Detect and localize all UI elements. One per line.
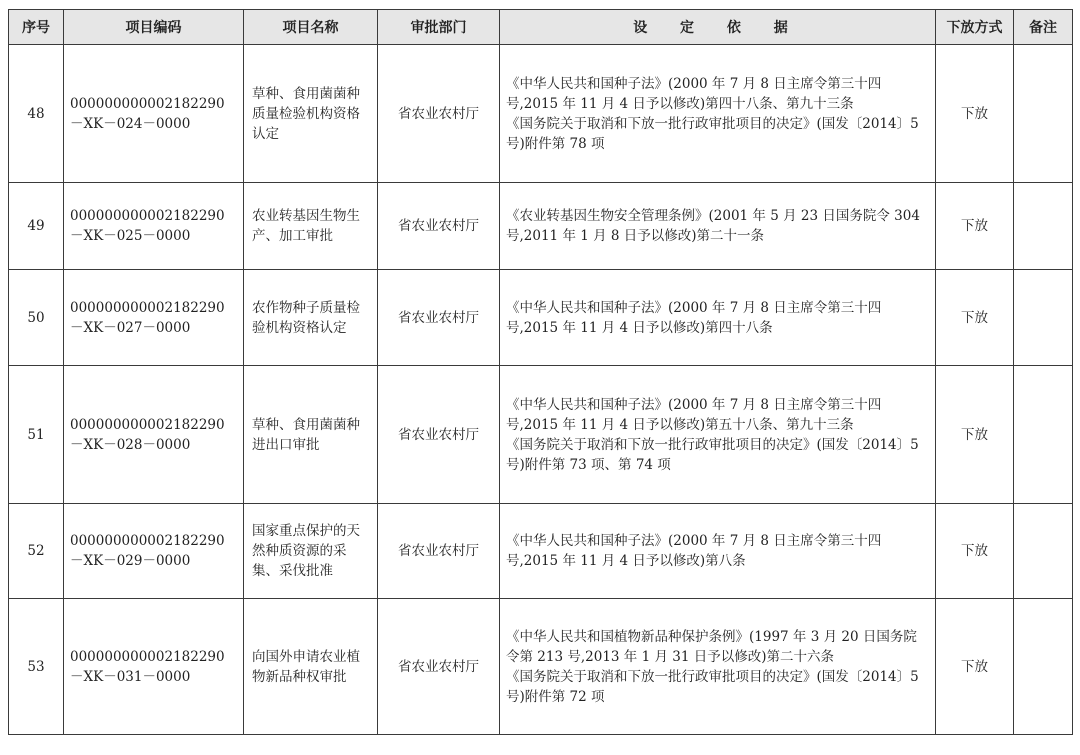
note-cell: [1014, 183, 1073, 270]
table-row: [9, 366, 1073, 504]
code-line: －XK－029－0000: [70, 553, 191, 569]
seq-cell: 53: [9, 599, 64, 735]
table-row: [9, 45, 1073, 183]
name-cell: 向国外申请农业植物新品种权审批: [244, 599, 378, 735]
code-cell: [64, 45, 244, 183]
seq-cell: 49: [9, 183, 64, 270]
basis-cell: [500, 504, 936, 599]
code-line: －XK－024－0000: [70, 115, 191, 132]
dept-cell: 省农业农村厅: [378, 599, 500, 735]
basis-paragraph: 《中华人民共和国植物新品种保护条例》(1997 年 3 月 20 日国务院令第 213 号,2013 年 1 月 31 日予以修改)第二十六条: [506, 628, 917, 665]
table-header-row: [9, 10, 1073, 45]
mode-cell: 下放: [936, 183, 1014, 270]
code-line: 000000000002182290: [70, 208, 225, 224]
code-line: 000000000002182290: [70, 533, 225, 549]
code-cell: [64, 599, 244, 735]
table-row: [9, 270, 1073, 366]
code-line: 000000000002182290: [70, 299, 225, 316]
code-line: 000000000002182290: [70, 648, 225, 665]
approval-items-table: [8, 9, 1073, 735]
basis-cell: [500, 270, 936, 366]
basis-cell: [500, 183, 936, 270]
basis-paragraph: 《国务院关于取消和下放一批行政审批项目的决定》(国发〔2014〕5 号)附件第 73 项、第 74 项: [506, 436, 919, 473]
header-code: 项目编码: [64, 10, 244, 45]
basis-paragraph: 《农业转基因生物安全管理条例》(2001 年 5 月 23 日国务院令 304 号,2011 年 1 月 8 日予以修改)第二十一条: [506, 208, 920, 244]
header-basis: 设 定 依 据: [500, 10, 936, 45]
seq-cell: 48: [9, 45, 64, 183]
table-row: [9, 504, 1073, 599]
code-line: －XK－025－0000: [70, 228, 191, 244]
mode-cell: 下放: [936, 45, 1014, 183]
code-cell: [64, 504, 244, 599]
code-line: 000000000002182290: [70, 416, 225, 433]
table-row: [9, 599, 1073, 735]
header-name: 项目名称: [244, 10, 378, 45]
dept-cell: 省农业农村厅: [378, 504, 500, 599]
header-note: 备注: [1014, 10, 1073, 45]
mode-cell: 下放: [936, 504, 1014, 599]
name-cell: 农作物种子质量检验机构资格认定: [244, 270, 378, 366]
basis-paragraph: 《中华人民共和国种子法》(2000 年 7 月 8 日主席令第三十四号,2015 年 11 月 4 日予以修改)第五十八条、第九十三条: [506, 396, 882, 433]
basis-paragraph: 《中华人民共和国种子法》(2000 年 7 月 8 日主席令第三十四号,2015 年 11 月 4 日予以修改)第四十八条、第九十三条: [506, 75, 882, 112]
code-cell: [64, 366, 244, 504]
code-line: 000000000002182290: [70, 95, 225, 112]
code-line: －XK－027－0000: [70, 319, 191, 336]
seq-cell: 52: [9, 504, 64, 599]
basis-paragraph: 《国务院关于取消和下放一批行政审批项目的决定》(国发〔2014〕5 号)附件第 78 项: [506, 115, 919, 152]
seq-cell: 50: [9, 270, 64, 366]
mode-cell: 下放: [936, 366, 1014, 504]
code-line: －XK－028－0000: [70, 436, 191, 453]
name-cell: 农业转基因生物生产、加工审批: [244, 183, 378, 270]
basis-paragraph: 《中华人民共和国种子法》(2000 年 7 月 8 日主席令第三十四号,2015 年 11 月 4 日予以修改)第八条: [506, 533, 882, 569]
name-cell: 草种、食用菌菌种进出口审批: [244, 366, 378, 504]
seq-cell: 51: [9, 366, 64, 504]
header-dept: 审批部门: [378, 10, 500, 45]
note-cell: [1014, 270, 1073, 366]
basis-paragraph: 《中华人民共和国种子法》(2000 年 7 月 8 日主席令第三十四号,2015 年 11 月 4 日予以修改)第四十八条: [506, 299, 882, 336]
note-cell: [1014, 45, 1073, 183]
mode-cell: 下放: [936, 599, 1014, 735]
note-cell: [1014, 599, 1073, 735]
dept-cell: 省农业农村厅: [378, 366, 500, 504]
code-line: －XK－031－0000: [70, 668, 191, 685]
code-cell: [64, 183, 244, 270]
name-cell: 国家重点保护的天然种质资源的采集、采伐批准: [244, 504, 378, 599]
dept-cell: 省农业农村厅: [378, 270, 500, 366]
basis-paragraph: 《国务院关于取消和下放一批行政审批项目的决定》(国发〔2014〕5 号)附件第 72 项: [506, 668, 919, 705]
basis-cell: [500, 366, 936, 504]
dept-cell: 省农业农村厅: [378, 183, 500, 270]
note-cell: [1014, 366, 1073, 504]
name-cell: 草种、食用菌菌种质量检验机构资格认定: [244, 45, 378, 183]
basis-cell: [500, 599, 936, 735]
note-cell: [1014, 504, 1073, 599]
dept-cell: 省农业农村厅: [378, 45, 500, 183]
mode-cell: 下放: [936, 270, 1014, 366]
header-seq: 序号: [9, 10, 64, 45]
code-cell: [64, 270, 244, 366]
header-mode: 下放方式: [936, 10, 1014, 45]
table-row: [9, 183, 1073, 270]
basis-cell: [500, 45, 936, 183]
